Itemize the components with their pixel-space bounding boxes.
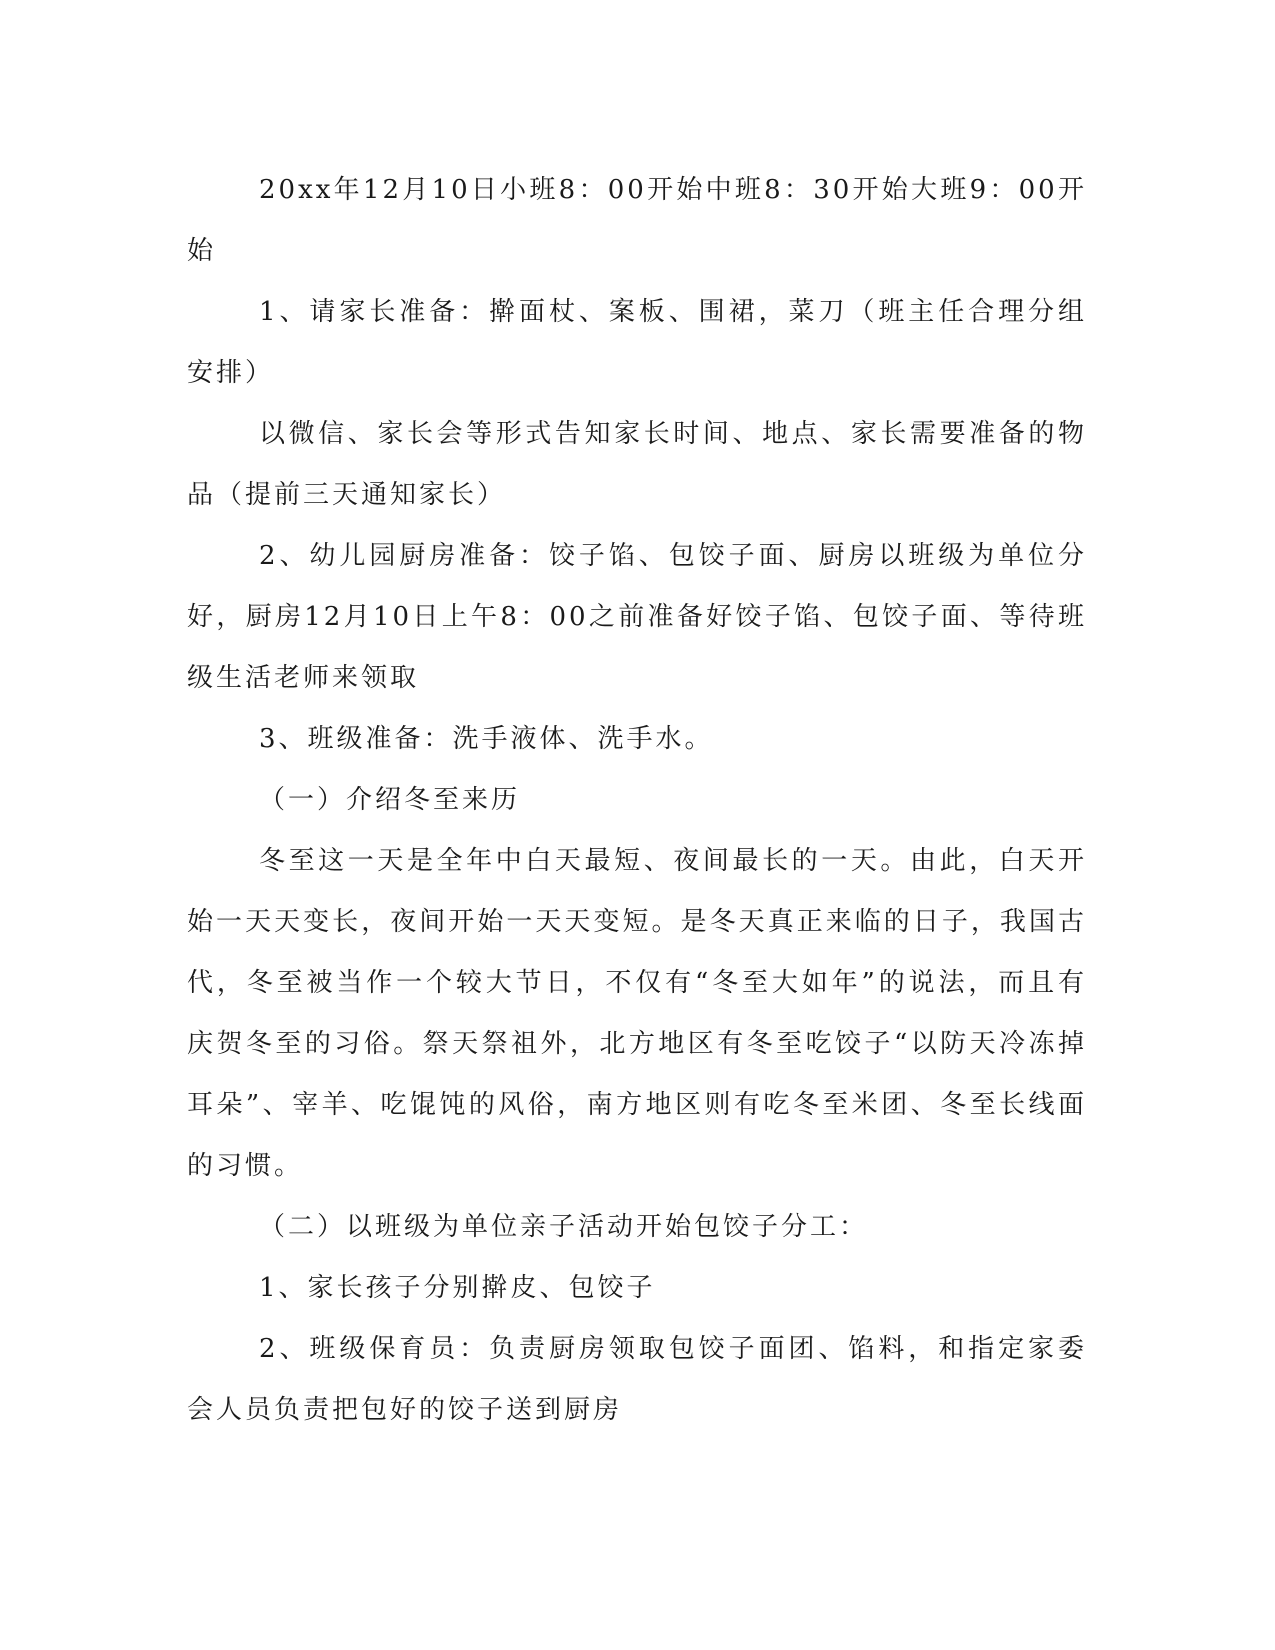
notification-paragraph: 以微信、家长会等形式告知家长时间、地点、家长需要准备的物品（提前三天通知家长） [187,419,1087,510]
class-preparation-paragraph: 3、班级准备：洗手液体、洗手水。 [259,724,714,754]
winter-solstice-paragraph: 冬至这一天是全年中白天最短、夜间最长的一天。由此，白天开始一天天变长，夜间开始一天天变短。是冬天真正来临的日子，我国古代，冬至被当作一个较大节日，不仅有“冬至大如年”的说法，而且有庆贺冬至的习俗。祭天祭祖外，北方地区有冬至吃饺子“以防天冷冻掉耳朵”、宰羊、吃馄饨的风俗，南方地区则有吃冬至米团、冬至长线面的习惯。 [187,846,1087,1181]
document-body [187,160,1087,1441]
division-item-2: 2、班级保育员：负责厨房领取包饺子面团、馅料，和指定家委会人员负责把包好的饺子送到厨房 [187,1334,1087,1425]
kitchen-preparation-paragraph: 2、幼儿园厨房准备：饺子馅、包饺子面、厨房以班级为单位分好，厨房12月10日上午8：00之前准备好饺子馅、包饺子面、等待班级生活老师来领取 [187,541,1087,693]
section-heading-origin: （一）介绍冬至来历 [259,785,521,815]
parent-preparation-paragraph: 1、请家长准备：擀面杖、案板、围裙，菜刀（班主任合理分组安排） [187,297,1087,388]
schedule-paragraph: 20xx年12月10日小班8：00开始中班8：30开始大班9：00开始 [187,175,1087,266]
section-heading-activity: （二）以班级为单位亲子活动开始包饺子分工： [259,1212,869,1242]
division-item-1: 1、家长孩子分别擀皮、包饺子 [259,1273,656,1303]
